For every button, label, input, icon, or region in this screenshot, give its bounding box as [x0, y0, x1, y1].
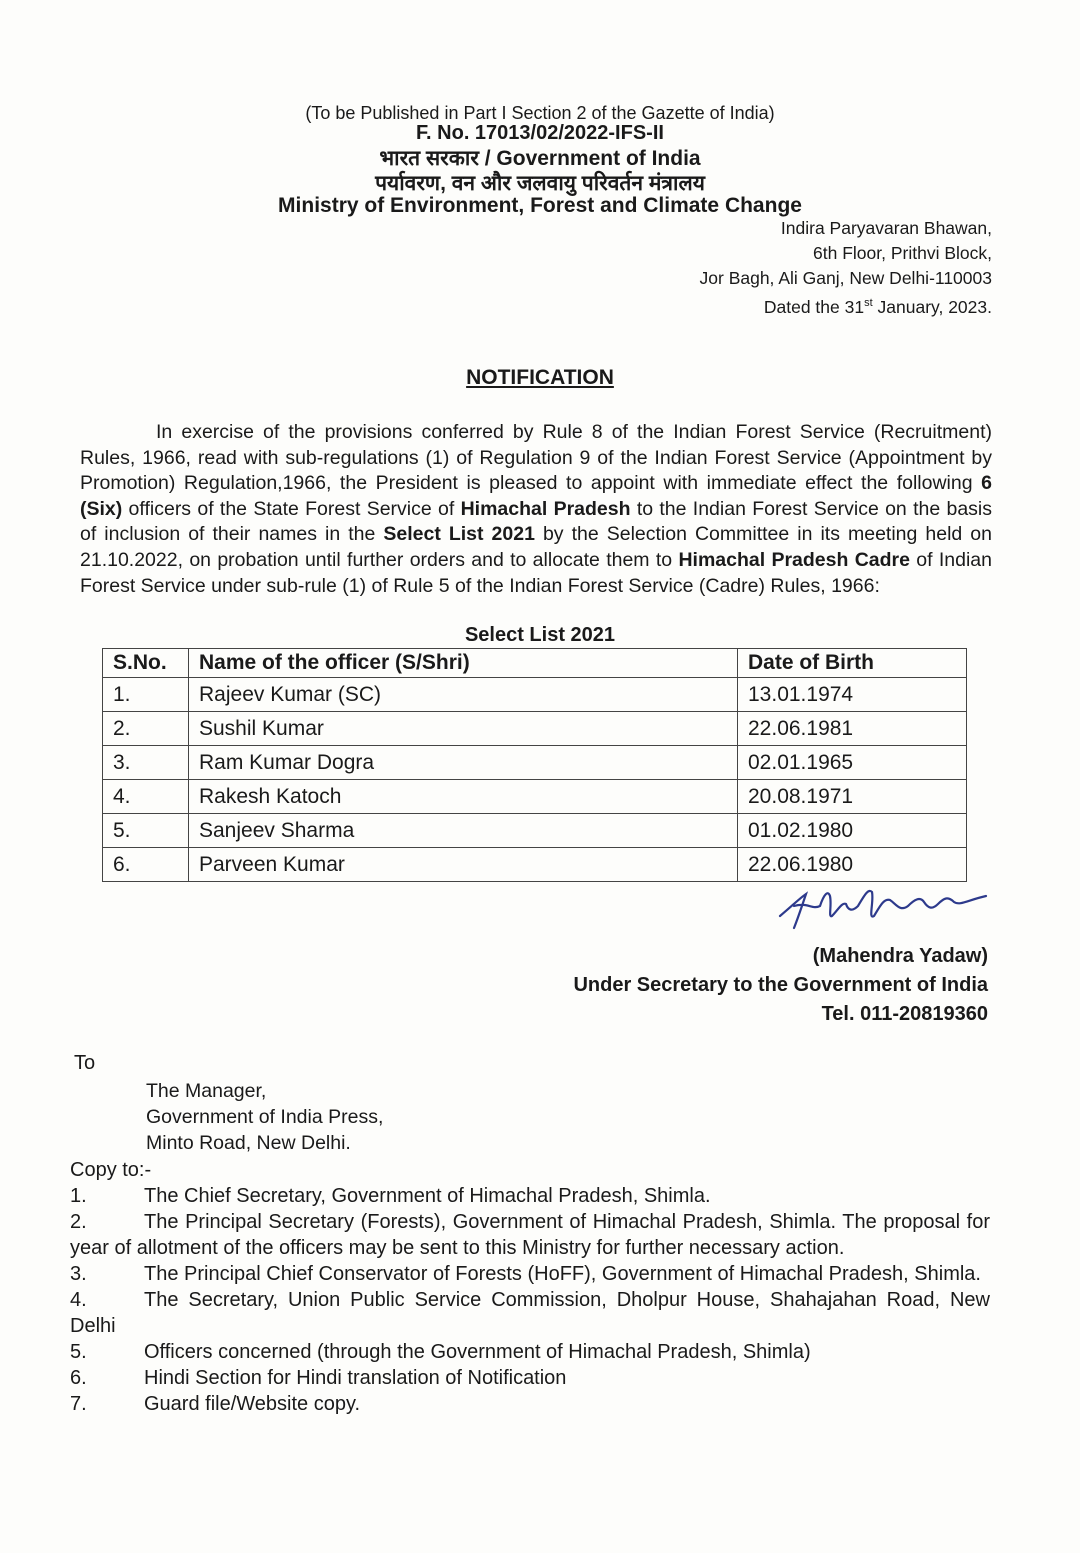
cell-name: Ram Kumar Dogra	[189, 746, 738, 780]
item-text: Guard file/Website copy.	[144, 1393, 361, 1415]
cell-name: Rakesh Katoch	[189, 780, 738, 814]
issue-date	[700, 291, 992, 320]
recipient-line-1: The Manager,	[146, 1080, 267, 1102]
cell-dob: 13.01.1974	[738, 678, 967, 712]
list-item	[70, 1391, 990, 1417]
item-number: 6.	[70, 1367, 87, 1389]
government-line: भारत सरकार / Government of India	[379, 147, 701, 170]
cell-dob: 02.01.1965	[738, 746, 967, 780]
date-suffix: January, 2023.	[872, 296, 992, 317]
address-line-2: 6th Floor, Prithvi Block,	[813, 243, 992, 263]
body-text-5: of Indian Forest Service under sub-rule (1) of Rule 5 of the Indian Forest Service (Cadre) Rules, 1966:	[80, 548, 992, 597]
copy-to-label: Copy to:-	[70, 1159, 152, 1181]
item-number: 3.	[70, 1263, 87, 1285]
date-prefix: Dated the 31	[763, 296, 865, 317]
body-bold-4: Himachal Pradesh Cadre	[678, 548, 910, 571]
signatory-block	[573, 942, 988, 1029]
cell-sno: 3.	[103, 746, 189, 780]
item-text: The Secretary, Union Public Service Commission, Dholpur House, Shahajahan Road, New Delhi	[70, 1289, 990, 1337]
signatory-name: (Mahendra Yadaw)	[812, 945, 988, 967]
cell-dob: 01.02.1980	[738, 814, 967, 848]
table-row	[103, 746, 967, 780]
officers-table	[102, 648, 967, 882]
item-text: Hindi Section for Hindi translation of Notification	[144, 1367, 567, 1389]
body-text-3: to the Indian Forest Service on the basis of inclusion of their names in the	[80, 497, 992, 546]
ministry-hindi: पर्यावरण, वन और जलवायु परिवर्तन मंत्रालय	[375, 172, 705, 195]
list-item	[70, 1339, 990, 1365]
notification-body	[80, 420, 992, 599]
cell-name: Sanjeev Sharma	[189, 814, 738, 848]
publish-note: (To be Published in Part I Section 2 of the Gazette of India)	[305, 103, 775, 123]
list-item	[70, 1183, 990, 1209]
recipient-line-2: Government of India Press,	[146, 1106, 384, 1128]
address-block	[700, 216, 992, 320]
table-caption: Select List 2021	[464, 624, 616, 646]
signatory-designation: Under Secretary to the Government of India	[573, 974, 988, 996]
list-item	[70, 1287, 990, 1339]
header-sno: S.No.	[103, 649, 189, 678]
copy-to-list	[70, 1157, 990, 1417]
signatory-tel: Tel. 011-20819360	[821, 1003, 988, 1025]
cell-sno: 1.	[103, 678, 189, 712]
body-text-4: by the Selection Committee in its meeting held on 21.10.2022, on probation until further orders and to allocate them to	[80, 523, 992, 571]
item-text: The Principal Chief Conservator of Forests (HoFF), Government of Himachal Pradesh, Shimla.	[144, 1263, 981, 1285]
body-text-2: officers of the State Forest Service of	[122, 497, 461, 520]
file-number: F. No. 17013/02/2022-IFS-II	[416, 122, 664, 144]
item-text: Officers concerned (through the Government of Himachal Pradesh, Shimla)	[144, 1341, 811, 1363]
cell-name: Rajeev Kumar (SC)	[189, 678, 738, 712]
cell-sno: 2.	[103, 712, 189, 746]
recipient-line-3: Minto Road, New Delhi.	[146, 1132, 351, 1154]
date-superscript: st	[864, 297, 873, 309]
to-label: To	[74, 1052, 96, 1074]
body-bold-3: Select List 2021	[383, 523, 535, 546]
table-header-row	[103, 649, 967, 678]
table-row	[103, 712, 967, 746]
address-line-3: Jor Bagh, Ali Ganj, New Delhi-110003	[699, 268, 992, 288]
item-number: 2.	[70, 1211, 87, 1233]
cell-sno: 4.	[103, 780, 189, 814]
cell-dob: 22.06.1980	[738, 848, 967, 882]
address-line-1: Indira Paryavaran Bhawan,	[780, 218, 992, 238]
handwritten-signature	[772, 876, 992, 936]
body-bold-2: Himachal Pradesh	[460, 497, 631, 520]
notification-title: NOTIFICATION	[466, 366, 614, 389]
body-text-1: In exercise of the provisions conferred by Rule 8 of the Indian Forest Service (Recruitment) Rules, 1966, read with sub-regulations (1) of Regulation 9 of the Indian Forest Service (Appointment by Promotion) Regulation,1966, the President is pleased to appoint with immediate effect the following	[80, 421, 992, 495]
item-number: 4.	[70, 1289, 87, 1311]
table-row	[103, 678, 967, 712]
list-item	[70, 1261, 990, 1287]
header-name: Name of the officer (S/Shri)	[189, 649, 738, 678]
item-number: 1.	[70, 1185, 87, 1207]
item-text: The Chief Secretary, Government of Himachal Pradesh, Shimla.	[144, 1185, 711, 1207]
header-dob: Date of Birth	[738, 649, 967, 678]
cell-name: Sushil Kumar	[189, 712, 738, 746]
item-number: 7.	[70, 1393, 87, 1415]
cell-name: Parveen Kumar	[189, 848, 738, 882]
cell-sno: 6.	[103, 848, 189, 882]
table-row	[103, 814, 967, 848]
cell-dob: 22.06.1981	[738, 712, 967, 746]
ministry-english: Ministry of Environment, Forest and Climate Change	[278, 194, 802, 217]
item-text: The Principal Secretary (Forests), Government of Himachal Pradesh, Shimla. The proposal for year of allotment of the officers may be sent to this Ministry for further necessary action.	[70, 1211, 990, 1259]
body-bold-1: 6 (Six)	[80, 472, 992, 520]
list-item	[70, 1365, 990, 1391]
item-number: 5.	[70, 1341, 87, 1363]
table-row	[103, 780, 967, 814]
cell-sno: 5.	[103, 814, 189, 848]
list-item	[70, 1209, 990, 1261]
cell-dob: 20.08.1971	[738, 780, 967, 814]
recipient-block	[146, 1078, 383, 1156]
